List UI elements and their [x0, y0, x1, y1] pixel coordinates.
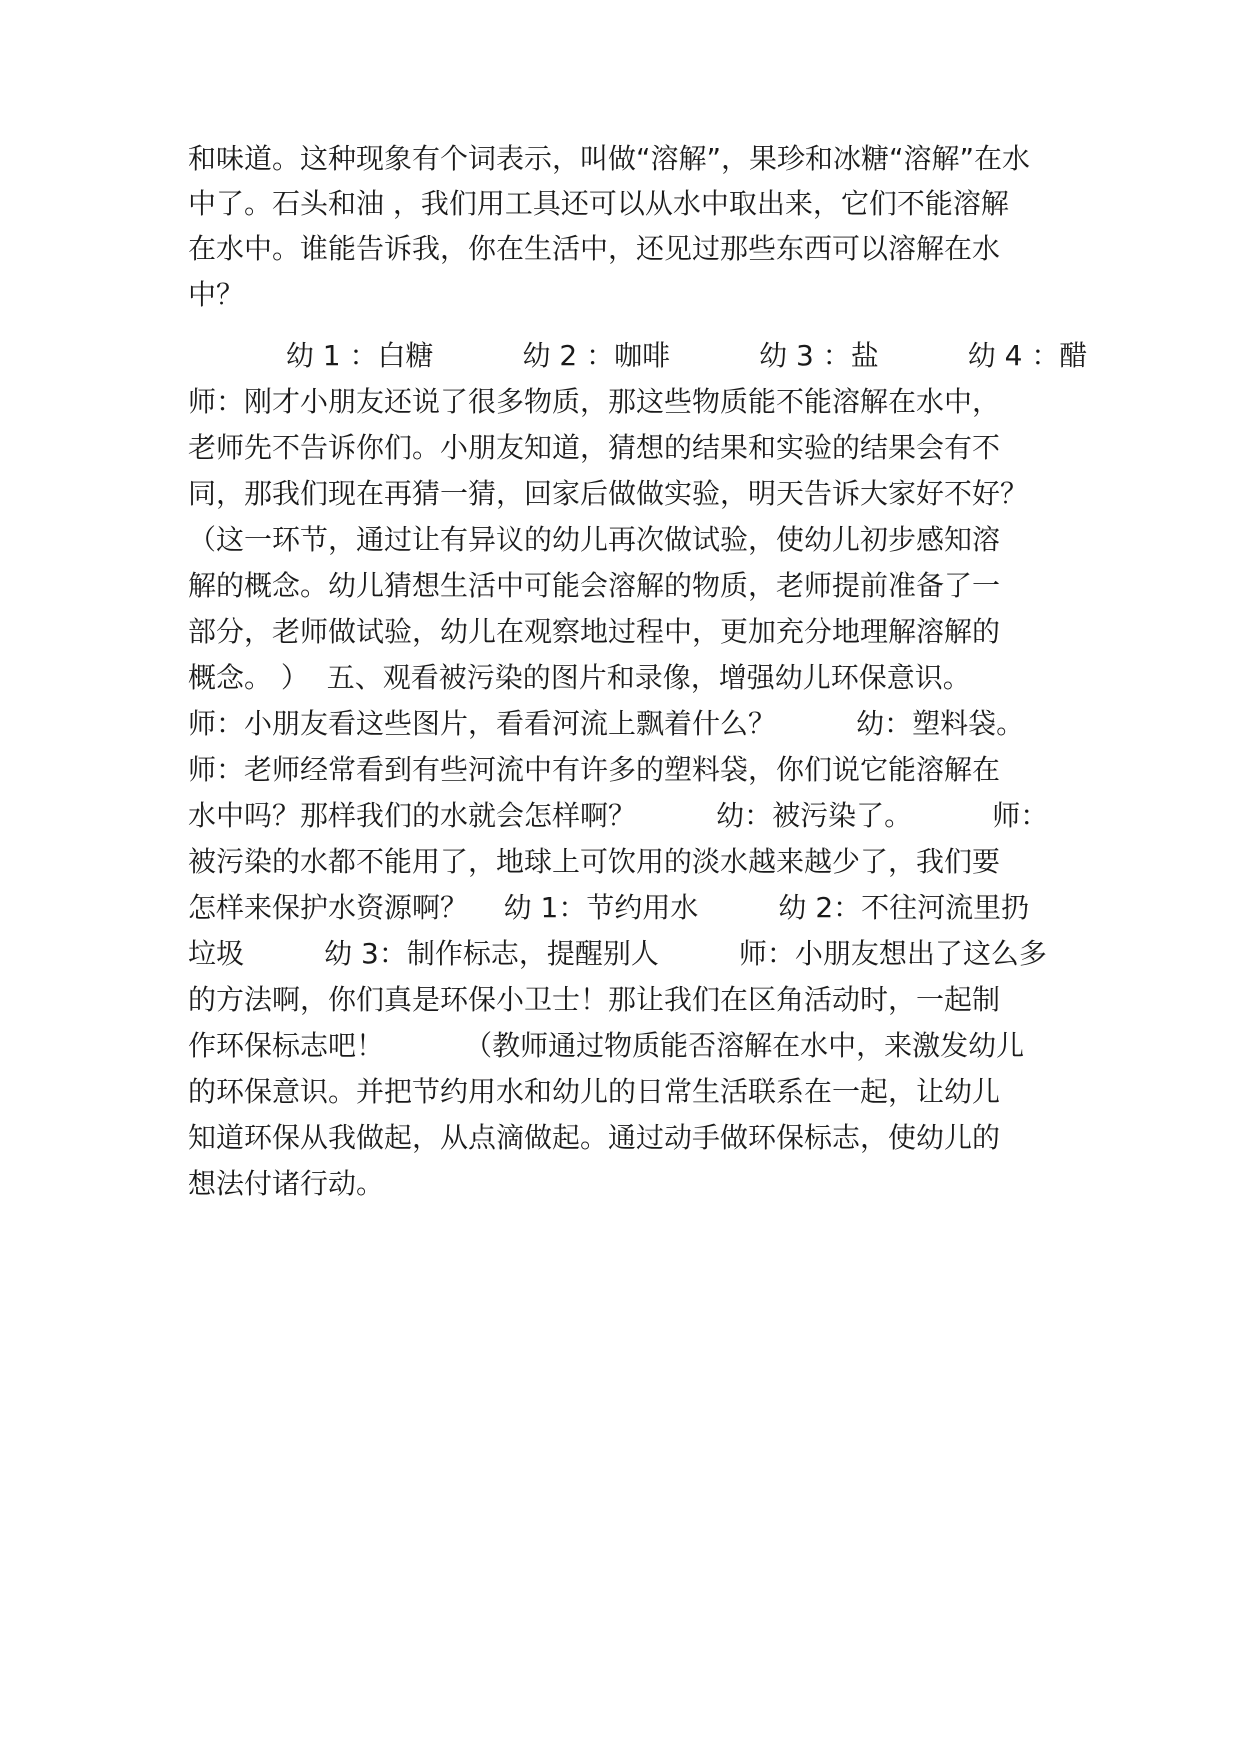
text-line: 怎样来保护水资源啊？ 幼 1：节约用水 幼 2：不往河流里扔: [188, 891, 1030, 924]
text-line: （这一环节，通过让有异议的幼儿再次做试验，使幼儿初步感知溶: [188, 523, 1001, 556]
text-line: 被污染的水都不能用了，地球上可饮用的淡水越来越少了，我们要: [188, 845, 1001, 878]
text-line: 在水中。谁能告诉我，你在生活中，还见过那些东西可以溶解在水: [188, 232, 1001, 265]
text-line: 师：刚才小朋友还说了很多物质，那这些物质能不能溶解在水中，: [188, 385, 1001, 418]
text-line: 部分，老师做试验，幼儿在观察地过程中，更加充分地理解溶解的: [188, 615, 1001, 648]
text-line: 师：小朋友看这些图片，看看河流上飘着什么？ 幼：塑料袋。: [188, 707, 1025, 740]
text-line: 中了。石头和油 ，我们用工具还可以从水中取出来，它们不能溶解: [188, 187, 1009, 220]
text-line: 的环保意识。并把节约用水和幼儿的日常生活联系在一起，让幼儿: [188, 1075, 1001, 1108]
text-line: 概念。 ） 五、观看被污染的图片和录像，增强幼儿环保意识。: [188, 661, 971, 694]
text-line: 和味道。这种现象有个词表示，叫做“溶解”，果珍和冰糖“溶解”在水: [188, 142, 1031, 175]
text-line: 垃圾 幼 3：制作标志，提醒别人 师：小朋友想出了这么多: [188, 937, 1047, 970]
text-line: 同，那我们现在再猜一猜，回家后做做实验，明天告诉大家好不好？: [188, 477, 1029, 510]
text-line: 解的概念。幼儿猜想生活中可能会溶解的物质，老师提前准备了一: [188, 569, 1001, 602]
text-line: 中？: [188, 278, 245, 311]
text-line: 作环保标志吧！ （教师通过物质能否溶解在水中，来激发幼儿: [188, 1029, 1025, 1062]
text-line: 的方法啊，你们真是环保小卫士！那让我们在区角活动时，一起制: [188, 983, 1001, 1016]
text-line: 老师先不告诉你们。小朋友知道，猜想的结果和实验的结果会有不: [188, 431, 1001, 464]
text-line: 知道环保从我做起，从点滴做起。通过动手做环保标志，使幼儿的: [188, 1121, 1001, 1154]
text-line: 幼 1 ：白糖 幼 2 ：咖啡 幼 3 ：盐 幼 4 ：醋: [188, 339, 1088, 372]
text-line: 师：老师经常看到有些河流中有许多的塑料袋，你们说它能溶解在: [188, 753, 1001, 786]
text-line: 水中吗？那样我们的水就会怎样啊？ 幼：被污染了。 师：: [188, 799, 1049, 832]
text-line: 想法付诸行动。: [188, 1167, 385, 1200]
